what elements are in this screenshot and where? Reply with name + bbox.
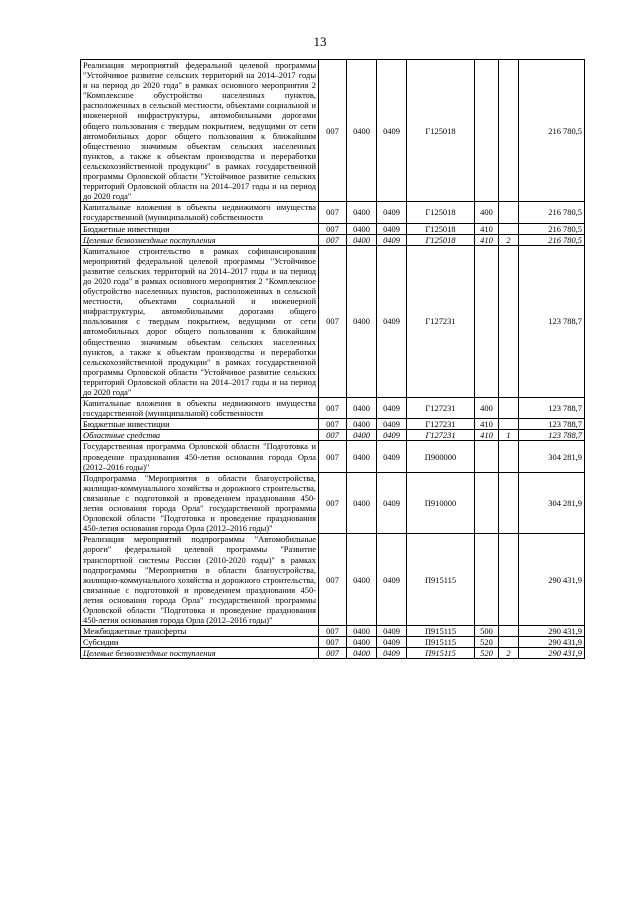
amount: 216 780,5 [519,60,585,202]
ku-code [499,472,519,534]
ministry-code: 007 [319,472,347,534]
ku-code [499,202,519,223]
row-description: Реализация мероприятий подпрограммы "Автомобильные дороги" федеральной целевой программы "Развитие транспортной системы России (2010-2020 годы)" в рамках подпрограммы "Мероприятия в области благоустройства, жилищно-коммунального хозяйства и дорожного строительства, связанные с подготовкой и проведением празднования 450-летия основания города Орла" государственной программы Орловской области "Подготовка и проведение празднования 450-летия основания города Орла (2012–2016 годы)" [81,534,319,626]
section-code: 0400 [347,398,377,419]
section-code: 0400 [347,648,377,659]
ministry-code: 007 [319,648,347,659]
subsection-code: 0409 [377,534,407,626]
row-description: Бюджетные инвестиции [81,223,319,234]
expense-kind-code: 500 [475,626,499,637]
subsection-code: 0409 [377,223,407,234]
ku-code [499,626,519,637]
article-code: Г125018 [407,234,475,245]
ku-code [499,245,519,397]
section-code: 0400 [347,245,377,397]
subsection-code: 0409 [377,637,407,648]
amount: 216 780,5 [519,223,585,234]
section-code: 0400 [347,626,377,637]
article-code: П915115 [407,626,475,637]
amount: 123 788,7 [519,398,585,419]
ministry-code: 007 [319,60,347,202]
subsection-code: 0409 [377,419,407,430]
ministry-code: 007 [319,626,347,637]
ministry-code: 007 [319,234,347,245]
ku-code: 1 [499,430,519,441]
subsection-code: 0409 [377,626,407,637]
table-row [81,234,585,245]
ministry-code: 007 [319,534,347,626]
ku-code [499,419,519,430]
article-code: Г127231 [407,398,475,419]
table-row [81,534,585,626]
budget-table [80,59,585,659]
ku-code [499,534,519,626]
table-row [81,441,585,472]
article-code: Г125018 [407,60,475,202]
table-row [81,626,585,637]
row-description: Капитальное строительство в рамках софинансирования мероприятий федеральной целевой программы "Устойчивое развитие сельских территорий на 2014–2017 годы и на период до 2020 года" в рамках основного мероприятия 2 "Комплексное обустройство населенных пунктов, расположенных в сельской местности, объектами социальной и инженерной инфраструктуры, автомобильными дорогами общего пользования с твердым покрытием, ведущими от сети автомобильных дорог общего пользования к ближайшим общественно значимым объектам сельских населенных пунктов, а также к объектам производства и переработки сельскохозяйственной продукции" в рамках государственной программы Орловской области "Устойчивое развитие сельских территорий Орловской области на 2014–2017 годы и на период до 2020 года" [81,245,319,397]
table-row [81,60,585,202]
row-description: Капитальные вложения в объекты недвижимого имущества государственной (муниципальной) собственности [81,202,319,223]
row-description: Целевые безвозмездные поступления [81,234,319,245]
table-row [81,202,585,223]
table-row [81,430,585,441]
amount: 216 780,5 [519,234,585,245]
section-code: 0400 [347,534,377,626]
row-description: Целевые безвозмездные поступления [81,648,319,659]
subsection-code: 0409 [377,234,407,245]
section-code: 0400 [347,60,377,202]
expense-kind-code: 520 [475,648,499,659]
subsection-code: 0409 [377,430,407,441]
article-code: Г127231 [407,430,475,441]
ministry-code: 007 [319,637,347,648]
subsection-code: 0409 [377,60,407,202]
amount: 290 431,9 [519,626,585,637]
section-code: 0400 [347,223,377,234]
row-description: Областные средства [81,430,319,441]
subsection-code: 0409 [377,472,407,534]
row-description: Реализация мероприятий федеральной целевой программы "Устойчивое развитие сельских территорий на 2014–2017 годы и на период до 2020 года" в рамках основного мероприятия 2 "Комплексное обустройство населенных пунктов, расположенных в сельской местности, объектами социальной и инженерной инфраструктуры, автомобильными дорогами общего пользования с твердым покрытием, ведущими от сети автомобильных дорог общего пользования к ближайшим общественно значимым объектам сельских населенных пунктов, а также к объектам производства и переработки сельскохозяйственной продукции" в рамках государственной программы Орловской области "Устойчивое развитие сельских территорий Орловской области на 2014–2017 годы и на период до 2020 года" [81,60,319,202]
section-code: 0400 [347,637,377,648]
amount: 216 780,5 [519,202,585,223]
table-row [81,419,585,430]
amount: 123 788,7 [519,419,585,430]
expense-kind-code: 520 [475,637,499,648]
row-description: Субсидии [81,637,319,648]
ku-code [499,398,519,419]
amount: 123 788,7 [519,430,585,441]
amount: 123 788,7 [519,245,585,397]
ku-code [499,223,519,234]
subsection-code: 0409 [377,648,407,659]
amount: 290 431,9 [519,534,585,626]
article-code: Г125018 [407,202,475,223]
expense-kind-code [475,60,499,202]
amount: 290 431,9 [519,648,585,659]
article-code: П915115 [407,637,475,648]
amount: 304 281,9 [519,472,585,534]
section-code: 0400 [347,419,377,430]
expense-kind-code [475,441,499,472]
expense-kind-code: 400 [475,398,499,419]
row-description: Бюджетные инвестиции [81,419,319,430]
row-description: Капитальные вложения в объекты недвижимого имущества государственной (муниципальной) собственности [81,398,319,419]
ministry-code: 007 [319,202,347,223]
ministry-code: 007 [319,419,347,430]
subsection-code: 0409 [377,398,407,419]
amount: 290 431,9 [519,637,585,648]
ministry-code: 007 [319,441,347,472]
table-row [81,648,585,659]
section-code: 0400 [347,430,377,441]
article-code: П910000 [407,472,475,534]
expense-kind-code [475,472,499,534]
ku-code [499,441,519,472]
ministry-code: 007 [319,398,347,419]
section-code: 0400 [347,441,377,472]
section-code: 0400 [347,472,377,534]
row-description: Государственная программа Орловской области "Подготовка и проведение празднования 450-летия основания города Орла (2012–2016 годы)" [81,441,319,472]
ministry-code: 007 [319,430,347,441]
expense-kind-code: 410 [475,223,499,234]
article-code: П900000 [407,441,475,472]
expense-kind-code: 410 [475,234,499,245]
section-code: 0400 [347,202,377,223]
subsection-code: 0409 [377,202,407,223]
subsection-code: 0409 [377,441,407,472]
article-code: Г127231 [407,245,475,397]
ministry-code: 007 [319,245,347,397]
section-code: 0400 [347,234,377,245]
table-row [81,637,585,648]
amount: 304 281,9 [519,441,585,472]
article-code: П915115 [407,648,475,659]
table-row [81,223,585,234]
ku-code: 2 [499,648,519,659]
page-number: 13 [313,34,327,49]
table-row [81,398,585,419]
expense-kind-code: 400 [475,202,499,223]
table-row [81,245,585,397]
expense-kind-code [475,245,499,397]
row-description: Межбюджетные трансферты [81,626,319,637]
subsection-code: 0409 [377,245,407,397]
expense-kind-code: 410 [475,430,499,441]
expense-kind-code [475,534,499,626]
row-description: Подпрограмма "Мероприятия в области благоустройства, жилищно-коммунального хозяйства и дорожного строительства, связанные с подготовкой и проведением празднования 450-летия основания города Орла" государственной программы Орловской области "Подготовка и проведение празднования 450-летия основания города Орла (2012–2016 годы)" [81,472,319,534]
article-code: П915115 [407,534,475,626]
expense-kind-code: 410 [475,419,499,430]
ku-code: 2 [499,234,519,245]
article-code: Г127231 [407,419,475,430]
article-code: Г125018 [407,223,475,234]
table-row [81,472,585,534]
ministry-code: 007 [319,223,347,234]
ku-code [499,637,519,648]
ku-code [499,60,519,202]
